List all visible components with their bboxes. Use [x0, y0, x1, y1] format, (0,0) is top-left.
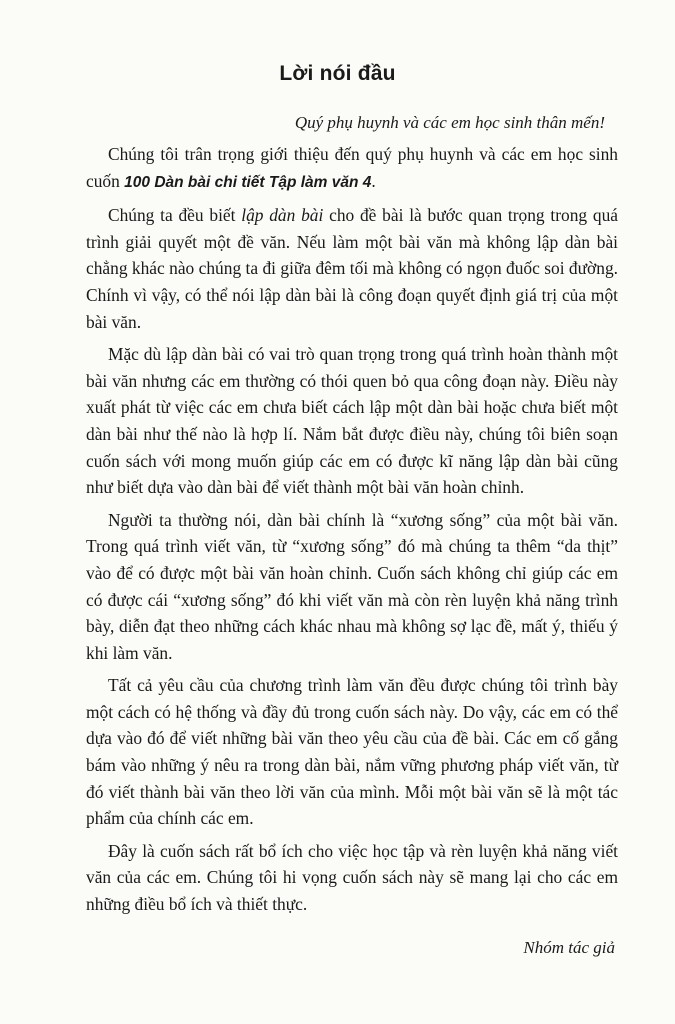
author-signature: Nhóm tác giả	[523, 938, 615, 957]
salutation: Quý phụ huynh và các em học sinh thân mến!	[294, 113, 605, 132]
paragraph-2-rest: cho đề bài là bước quan trọng trong quá trình giải quyết một đề văn. Nếu làm một bài văn mà không lập dàn bài chẳng khác nào chúng ta đi giữa đêm tối mà không có ngọn đuốc soi đường. Chính vì vậy, có thể nói lập dàn bài là công đoạn quyết định giá trị của một bài văn.	[86, 205, 618, 332]
paragraph-5: Tất cả yêu cầu của chương trình làm văn đều được chúng tôi trình bày một cách có hệ thống và đầy đủ trong cuốn sách này. Do vậy, các em có thể dựa vào đó để viết những bài văn theo yêu cầu của đề bài. Các em cố gắng bám vào những ý nêu ra trong dàn bài, nắm vững phương pháp viết văn, từ đó viết thành bài văn theo lời văn của mình. Mỗi một bài văn sẽ là một tác phẩm của chính các em.	[86, 675, 618, 829]
preface-body	[86, 141, 618, 924]
book-title: 100 Dàn bài chi tiết Tập làm văn 4	[124, 173, 372, 191]
page-title: Lời nói đầu	[279, 62, 396, 85]
paragraph-1	[86, 141, 618, 196]
paragraph-1-text: Chúng tôi trân trọng giới thiệu đến quý phụ huynh và các em học sinh cuốn	[86, 144, 618, 191]
paragraph-6: Đây là cuốn sách rất bổ ích cho việc học tập và rèn luyện khả năng viết văn của các em. Chúng tôi hi vọng cuốn sách này sẽ mang lại cho các em những điều bổ ích và thiết thực.	[86, 840, 618, 915]
paragraph-1-end: .	[371, 170, 376, 191]
paragraph-2	[86, 202, 618, 335]
paragraph-2-text: Chúng ta đều biết	[108, 205, 242, 226]
paragraph-4: Người ta thường nói, dàn bài chính là “xương sống” của một bài văn. Trong quá trình viết văn, từ “xương sống” đó mà chúng ta thêm “da thịt” vào để có được một bài văn hoàn chỉnh. Cuốn sách không chỉ giúp các em có được cái “xương sống” đó khi viết văn mà còn rèn luyện khả năng trình bày, diễn đạt theo những cách khác nhau mà không sợ lạc đề, mất ý, thiếu ý khi làm văn.	[86, 509, 618, 663]
emphasis-term: lập dàn bài	[241, 205, 324, 226]
paragraph-3: Mặc dù lập dàn bài có vai trò quan trọng trong quá trình hoàn thành một bài văn nhưng các em thường có thói quen bỏ qua công đoạn này. Điều này xuất phát từ việc các em chưa biết cách lập một dàn bài hoặc chưa biết một dàn bài như thế nào là hợp lí. Nắm bắt được điều này, chúng tôi biên soạn cuốn sách với mong muốn giúp các em có được kĩ năng lập dàn bài cũng như biết dựa vào dàn bài để viết thành một bài văn hoàn chỉnh.	[86, 344, 618, 498]
